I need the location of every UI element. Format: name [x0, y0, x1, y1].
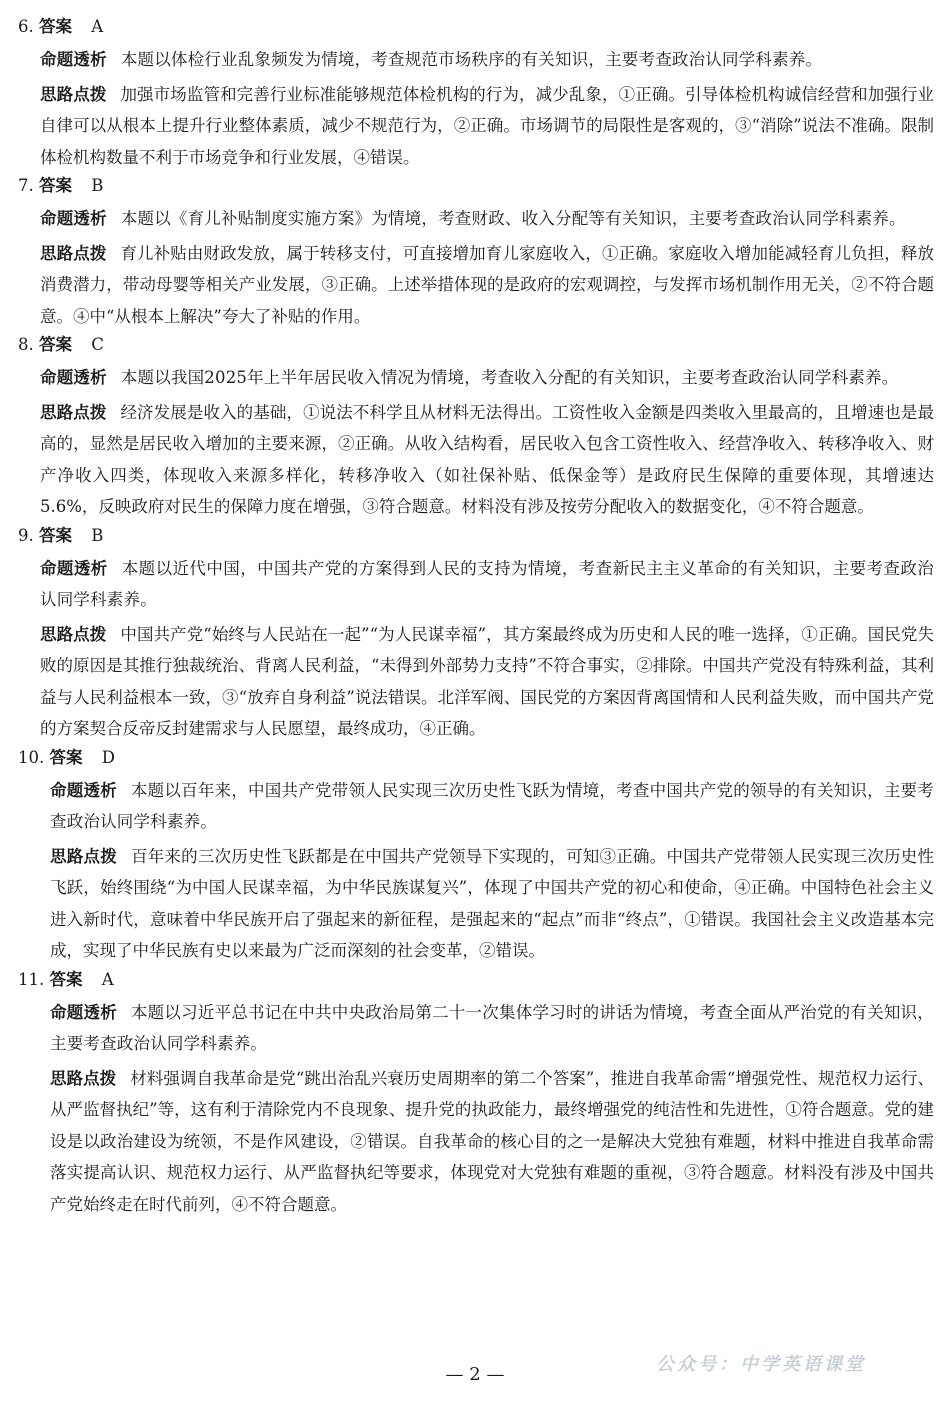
analysis-paragraph [18, 997, 934, 1060]
analysis-paragraph [18, 362, 934, 394]
answer-page [18, 14, 934, 1220]
question-number: 11. [18, 969, 45, 989]
analysis-label: 命题透析 [40, 368, 107, 387]
answer-line [18, 173, 934, 199]
reasoning-label: 思路点拨 [50, 1068, 117, 1088]
answer-line [18, 523, 934, 549]
reasoning-text: 中国共产党“始终与人民站在一起”“为人民谋幸福”，其方案最终成为历史和人民的唯一选择，①正确。国民党失败的原因是其推行独裁统治、背离人民利益，“未得到外部势力支持”不符合事实，②排除。中国共产党没有特殊利益，其利益与人民利益根本一致，③“放弃自身利益”说法错误。北洋军阀、国民党的方案因背离国情和人民利益失败，而中国共产党的方案契合反帝反封建需求与人民愿望，最终成功，④正确。 [40, 624, 934, 738]
answer-letter: D [101, 747, 115, 767]
reasoning-label: 思路点拨 [40, 243, 107, 263]
analysis-paragraph [18, 775, 934, 838]
question-8 [18, 332, 934, 523]
analysis-text: 本题以体检行业乱象频发为情境，考查规范市场秩序的有关知识，主要考查政治认同学科素养。 [120, 50, 823, 69]
answer-letter: B [91, 176, 104, 195]
answer-label: 答案 [39, 176, 72, 195]
reasoning-label: 思路点拨 [40, 624, 107, 644]
reasoning-text: 材料强调自我革命是党“跳出治乱兴衰历史周期率的第二个答案”，推进自我革命需“增强党性、规范权力运行、从严监督执纪”等，这有利于清除党内不良现象、提升党的执政能力，最终增强党的纯洁性和先进性，①符合题意。党的建设是以政治建设为统领，不是作风建设，②错误。自我革命的核心目的之一是解决大党独有难题，材料中推进自我革命需落实提高认识、规范权力运行、从严监督执纪等要求，体现党对大党独有难题的重视，③符合题意。材料没有涉及中国共产党始终走在时代前列，④不符合题意。 [50, 1068, 935, 1214]
analysis-label: 命题透析 [50, 780, 117, 800]
analysis-paragraph [18, 44, 934, 76]
answer-line [18, 745, 934, 771]
reasoning-label: 思路点拨 [40, 402, 107, 422]
analysis-paragraph [18, 203, 934, 235]
page-number: — 2 — [445, 1364, 505, 1385]
question-number: 8. [18, 335, 34, 354]
question-number: 6. [18, 17, 34, 36]
reasoning-paragraph [18, 619, 934, 745]
analysis-label: 命题透析 [40, 558, 108, 578]
reasoning-paragraph [18, 79, 934, 174]
analysis-paragraph [18, 553, 934, 616]
reasoning-text: 经济发展是收入的基础，①说法不科学且从材料无法得出。工资性收入金额是四类收入里最高的，且增速也是最高的，显然是居民收入增加的主要来源，②正确。从收入结构看，居民收入包含工资性收入、经营净收入、转移净收入、财产净收入四类，体现收入来源多样化，转移净收入（如社保补贴、低保金等）是政府民生保障的重要体现，其增速达5.6%，反映政府对民生的保障力度在增强，③符合题意。材料没有涉及按劳分配收入的数据变化，④不符合题意。 [40, 402, 935, 516]
question-number: 7. [18, 176, 34, 195]
analysis-text: 本题以百年来，中国共产党带领人民实现三次历史性飞跃为情境，考查中国共产党的领导的有关知识，主要考查政治认同学科素养。 [50, 780, 934, 831]
analysis-text: 本题以近代中国，中国共产党的方案得到人民的支持为情境，考查新民主主义革命的有关知识，主要考查政治认同学科素养。 [40, 558, 934, 609]
analysis-text: 本题以习近平总书记在中共中央政治局第二十一次集体学习时的讲话为情境，考查全面从严治党的有关知识，主要考查政治认同学科素养。 [50, 1002, 934, 1053]
question-number: 10. [18, 747, 45, 767]
answer-label: 答案 [49, 747, 83, 767]
question-11 [18, 967, 934, 1221]
question-6 [18, 14, 934, 173]
analysis-text: 本题以我国2025年上半年居民收入情况为情境，考查收入分配的有关知识，主要考查政治认同学科素养。 [120, 368, 899, 387]
analysis-label: 命题透析 [40, 209, 107, 228]
answer-letter: A [91, 17, 104, 36]
question-7 [18, 173, 934, 332]
answer-label: 答案 [39, 17, 72, 36]
analysis-text: 本题以《育儿补贴制度实施方案》为情境，考查财政、收入分配等有关知识，主要考查政治认同学科素养。 [120, 209, 906, 228]
answer-label: 答案 [49, 969, 83, 989]
reasoning-text: 加强市场监管和完善行业标准能够规范体检机构的行为，减少乱象，①正确。引导体检机构诚信经营和加强行业自律可以从根本上提升行业整体素质，减少不规范行为，②正确。市场调节的局限性是客观的，③“消除”说法不准确。限制体检机构数量不利于市场竞争和行业发展，④错误。 [40, 84, 935, 167]
reasoning-label: 思路点拨 [40, 84, 107, 104]
answer-label: 答案 [39, 525, 72, 545]
reasoning-label: 思路点拨 [50, 846, 117, 866]
reasoning-text: 育儿补贴由财政发放，属于转移支付，可直接增加育儿家庭收入，①正确。家庭收入增加能减轻育儿负担，释放消费潜力，带动母婴等相关产业发展，③正确。上述举措体现的是政府的宏观调控，与发挥市场机制作用无关，②不符合题意。④中“从根本上解决”夸大了补贴的作用。 [40, 243, 935, 326]
reasoning-paragraph [18, 397, 934, 523]
answer-line [18, 332, 934, 358]
question-10 [18, 745, 934, 967]
question-9 [18, 523, 934, 745]
answer-label: 答案 [39, 335, 72, 354]
reasoning-paragraph [18, 1063, 934, 1221]
analysis-label: 命题透析 [40, 50, 107, 69]
reasoning-paragraph [18, 238, 934, 333]
watermark: 公众号：中学英语课堂 [656, 1354, 866, 1375]
analysis-label: 命题透析 [50, 1002, 117, 1022]
reasoning-paragraph [18, 841, 934, 967]
question-number: 9. [18, 525, 34, 545]
answer-letter: B [91, 525, 104, 545]
answer-line [18, 14, 934, 40]
answer-letter: A [101, 969, 114, 989]
reasoning-text: 百年来的三次历史性飞跃都是在中国共产党领导下实现的，可知③正确。中国共产党带领人民实现三次历史性飞跃，始终围绕“为中国人民谋幸福，为中华民族谋复兴”，体现了中国共产党的初心和使命，④正确。中国特色社会主义进入新时代，意味着中华民族开启了强起来的新征程，是强起来的“起点”而非“终点”，①错误。我国社会主义改造基本完成，实现了中华民族有史以来最为广泛而深刻的社会变革，②错误。 [50, 846, 935, 960]
answer-letter: C [91, 335, 104, 354]
answer-line [18, 967, 934, 993]
